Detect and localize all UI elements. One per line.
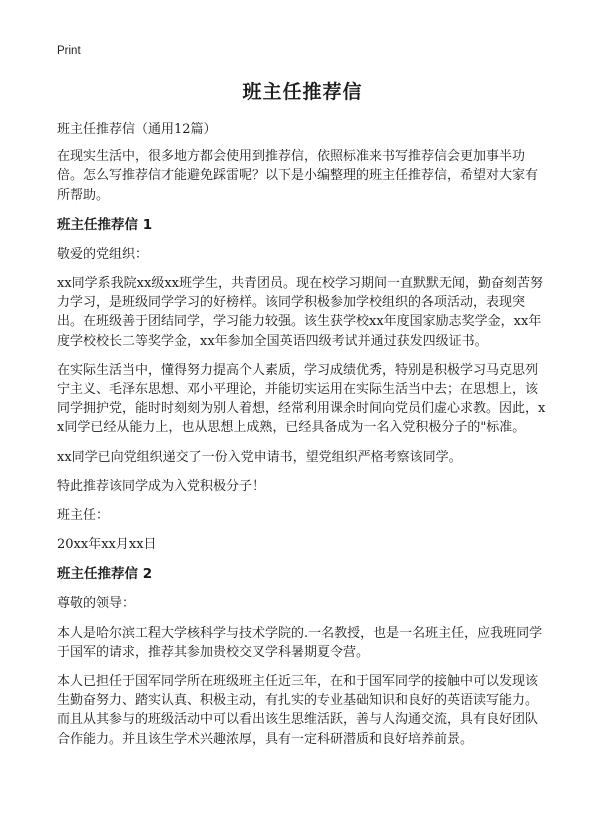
body-paragraph: xx同学系我院xx级xx班学生，共青团员。现在校学习期间一直默默无闻，勤奋刻苦努力学习，是班级同学学习的好榜样。该同学积极参加学校组织的各项活动，表现突出。在班级善于团结同学，学习能力较强。该生获学校xx年度国家励志奖学金，xx年度学校校长二等奖学金，xx年参加全国英语四级考试并通过获发四级证书。 — [57, 276, 543, 349]
section-heading: 班主任推荐信 1 — [57, 216, 153, 233]
date-line: 20xx年xx月xx日 — [57, 537, 157, 553]
page-title: 班主任推荐信 — [242, 81, 363, 103]
body-paragraph: 本人已担任于国军同学所在班级班主任近三年，在和于国军同学的接触中可以发现该生勤奋努力、踏实认真、积极主动，有扎实的专业基础知识和良好的英语读写能力。而且从其参与的班级活动中可以看出该生思维活跃，善与人沟通交流，具有良好团队合作能力。并且该生学术兴趣浓厚，具有一定科研潜质和良好培养前景。 — [57, 674, 539, 747]
document-subtitle: 班主任推荐信（通用12篇） — [57, 122, 217, 137]
body-paragraph: 特此推荐该同学成为入党积极分子！ — [57, 478, 266, 494]
body-paragraph: 在实际生活当中，懂得努力提高个人素质，学习成绩优秀，特别是积极学习马克思列宁主义、毛泽东思想、邓小平理论，并能切实运用在实际生活当中去；在思想上，该同学拥护党，能时时刻刻为别人着想，经常利用课余时间向党员们虚心求教。因此，xx同学已经从能力上，也从思想上成熟，已经具备成为一名入党积极分子的"标准。 — [57, 362, 546, 436]
salutation: 尊敬的领导： — [57, 596, 136, 612]
body-paragraph: 本人是哈尔滨工程大学核科学与技术学院的.一名教授，也是一名班主任，应我班同学于国军的请求，推荐其参加贵校交叉学科暑期夏令营。 — [57, 625, 543, 660]
signature-label: 班主任： — [57, 508, 110, 524]
intro-paragraph: 在现实生活中，很多地方都会使用到推荐信，依照标准来书写推荐信会更加事半功倍。怎么写推荐信才能避免踩雷呢？以下是小编整理的班主任推荐信，希望对大家有所帮助。 — [57, 149, 539, 203]
section-heading: 班主任推荐信 2 — [57, 566, 153, 583]
salutation: 敬爱的党组织： — [57, 246, 149, 262]
body-paragraph: xx同学已向党组织递交了一份入党申请书，望党组织严格考察该同学。 — [57, 449, 462, 465]
print-link[interactable]: Print — [57, 45, 81, 57]
